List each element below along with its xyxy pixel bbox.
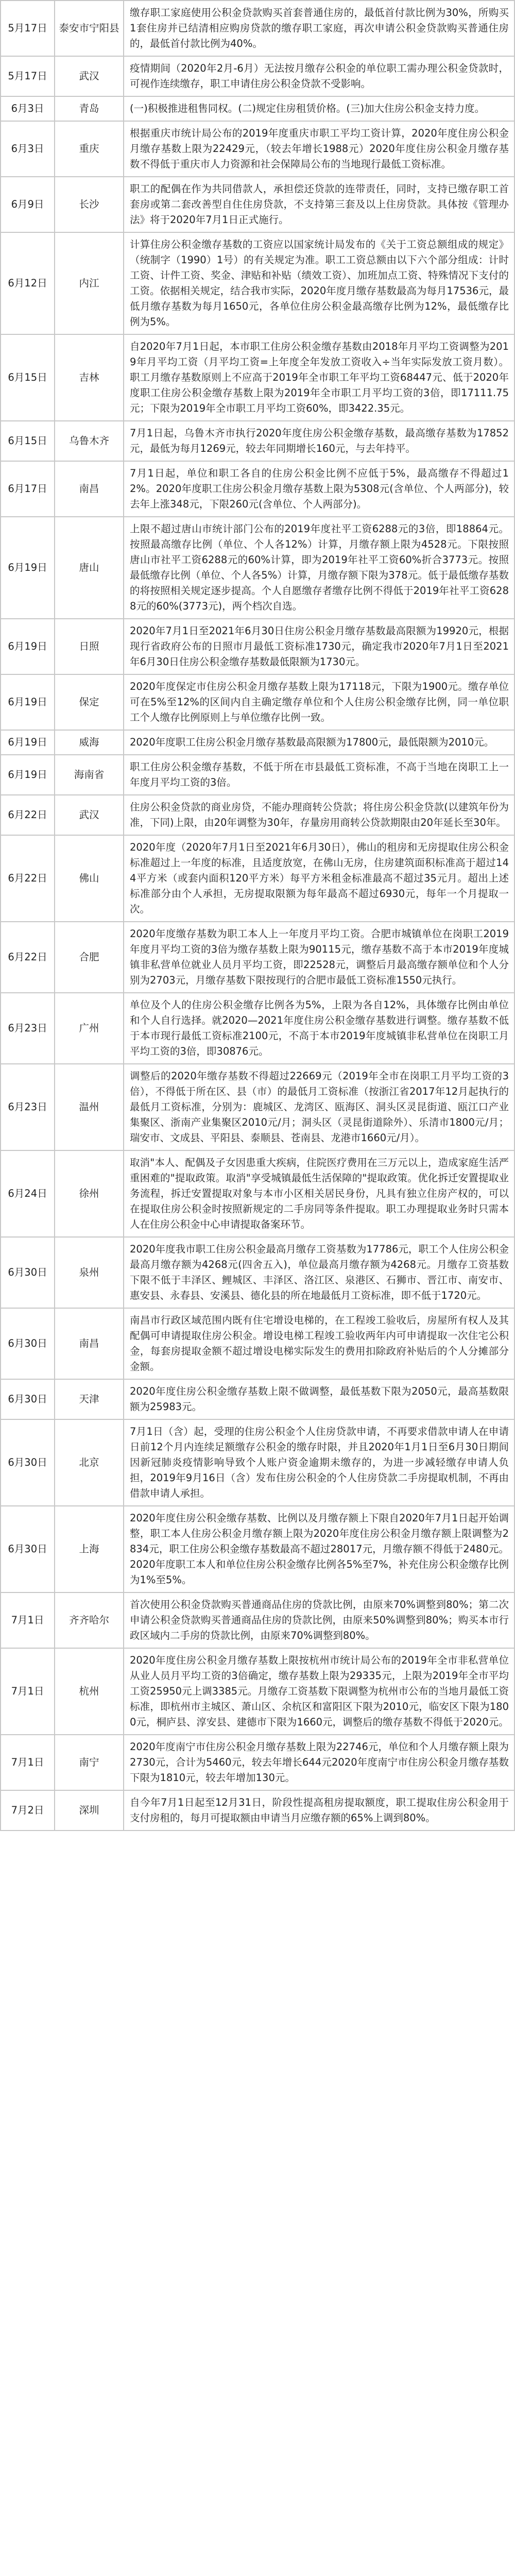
content-cell: 南昌市行政区域范围内既有住宅增设电梯的，在工程竣工验收后，房屋所有权人及其配偶可申请提取住房公积金。增设电梯工程竣工验收两年内可申请提取一次住宅公积金，每套房提取金额不超过增设电梯实际发生的费用扣除政府补贴后的个人分摊部分金额。 bbox=[124, 1308, 514, 1379]
city-cell: 广州 bbox=[55, 993, 124, 1064]
content-cell: 首次使用公积金贷款购买普通商品住房的贷款比例，由原来70%调整到80%；第二次申请公积金贷款购买普通商品住房的贷款比例，由原来50%调整到80%；购买本市行政区域内二手房的贷款比例，由原来70%调整到80%。 bbox=[124, 1592, 514, 1648]
date-cell: 6月23日 bbox=[1, 1064, 55, 1150]
table-row bbox=[1, 1308, 514, 1379]
table-row bbox=[1, 1790, 514, 1831]
date-cell: 6月19日 bbox=[1, 674, 55, 730]
city-cell: 保定 bbox=[55, 674, 124, 730]
table-row bbox=[1, 795, 514, 835]
table-row bbox=[1, 835, 514, 922]
date-cell: 6月9日 bbox=[1, 177, 55, 232]
table-row bbox=[1, 1735, 514, 1790]
city-cell: 海南省 bbox=[55, 755, 124, 795]
content-cell: 2020年度保定市住房公积金月缴存基数上限为17118元，下限为1900元。缴存单位可在5%至12%的区间内自主确定缴存单位和个人住房公积金缴存比例，同一单位职工个人缴存比例原则上与单位缴存比例一致。 bbox=[124, 674, 514, 730]
content-cell: 2020年度职工住房公积金月缴存基数最高限额为17800元，最低限额为2010元。 bbox=[124, 730, 514, 755]
date-cell: 6月30日 bbox=[1, 1237, 55, 1308]
city-cell: 青岛 bbox=[55, 96, 124, 121]
city-cell: 佛山 bbox=[55, 835, 124, 922]
table-row bbox=[1, 96, 514, 121]
table-row bbox=[1, 421, 514, 461]
date-cell: 6月30日 bbox=[1, 1308, 55, 1379]
date-cell: 6月19日 bbox=[1, 730, 55, 755]
content-cell: (一)积极推进租售同权。(二)规定住房租赁价格。(三)加大住房公积金支持力度。 bbox=[124, 96, 514, 121]
date-cell: 6月15日 bbox=[1, 334, 55, 421]
city-cell: 乌鲁木齐 bbox=[55, 421, 124, 461]
date-cell: 7月1日 bbox=[1, 1735, 55, 1790]
table-row bbox=[1, 121, 514, 177]
content-cell: 2020年度南宁市住房公积金月缴存基数上限为22746元，单位和个人月缴存额上限为2730元，合计为5460元，较去年增长644元2020年度南宁市住房公积金月缴存基数下限为1810元，较去年增加130元。 bbox=[124, 1735, 514, 1790]
date-cell: 6月24日 bbox=[1, 1150, 55, 1237]
table-row bbox=[1, 993, 514, 1064]
content-cell: 2020年度住房公积金月缴存基数上限按杭州市统计局公布的2019年全市非私营单位从业人员月平均工资的3倍确定，缴存基数上限为29335元，上限为2019年全市平均工资25950元上调3385元。月缴存工资基数下限调整为杭州市公布的当地月最低工资标准，即杭州市主城区、萧山区、余杭区和富阳区下限为2010元，临安区下限为1800元，桐庐县、淳安县、建德市下限为1660元，调整后的缴存基数不得低于2020元。 bbox=[124, 1648, 514, 1735]
date-cell: 5月17日 bbox=[1, 1, 55, 56]
content-cell: 疫情期间（2020年2月-6月）无法按月缴存公积金的单位职工需办理公积金贷款时，可视作连续缴存，职工申请住房公积金贷款不受影响。 bbox=[124, 56, 514, 96]
date-cell: 6月3日 bbox=[1, 96, 55, 121]
content-cell: 取消"本人、配偶及子女因患重大疾病，住院医疗费用在三万元以上，造成家庭生活严重困难的"提取政策。取消"享受城镇最低生活保障的"提取政策。优化拆迁安置提取业务流程，拆迁安置提取对象与本市小区相关居民身份，凡具有独立住房产权的，可以在提取住房公积金时按照新规定的二手房同等条件提取。职工办理提取业务时只需本人在住房公积金中心申请提取备案环节。 bbox=[124, 1150, 514, 1237]
city-cell: 深圳 bbox=[55, 1790, 124, 1831]
table-row bbox=[1, 177, 514, 232]
date-cell: 6月19日 bbox=[1, 755, 55, 795]
city-cell: 齐齐哈尔 bbox=[55, 1592, 124, 1648]
date-cell: 6月12日 bbox=[1, 232, 55, 334]
date-cell: 6月15日 bbox=[1, 421, 55, 461]
city-cell: 上海 bbox=[55, 1506, 124, 1592]
date-cell: 6月30日 bbox=[1, 1506, 55, 1592]
content-cell: 上限不超过唐山市统计部门公布的2019年度社平工资6288元的3倍，即18864元。按照最高缴存比例（单位、个人各12%）计算，月缴存额上限为4528元。下限按照唐山市社平工资6288元的60%计算，即为2019年社平工资60%折合3773元。按照最低缴存比例（单位、个人各5%）计算，月缴存额下限为378元。低于最低缴存基数的将按照相关规定逐步提高。个人自愿缴存者缴存比例不得低于2019年社平工资6288元的60%(3773元)，两个档次自选。 bbox=[124, 517, 514, 619]
table-row bbox=[1, 1592, 514, 1648]
table-row bbox=[1, 334, 514, 421]
table-row bbox=[1, 1506, 514, 1592]
city-cell: 吉林 bbox=[55, 334, 124, 421]
city-cell: 天津 bbox=[55, 1379, 124, 1419]
content-cell: 计算住房公积金缴存基数的工资应以国家统计局发布的《关于工资总额组成的规定》（统制字（1990）1号）的有关规定为准。职工工资总额由以下六个部分组成：计时工资、计件工资、奖金、津贴和补贴（绩效工资）、加班加点工资、特殊情况下支付的工资。依据相关规定，结合我市实际，2020年度月缴存基数最高为每月17536元，最低月缴存基数为每月1650元，各单位住房公积金最高缴存比例为12%，最低缴存比例为5%。 bbox=[124, 232, 514, 334]
date-cell: 6月30日 bbox=[1, 1379, 55, 1419]
table-row bbox=[1, 1419, 514, 1506]
city-cell: 威海 bbox=[55, 730, 124, 755]
city-cell: 合肥 bbox=[55, 922, 124, 993]
city-cell: 南昌 bbox=[55, 1308, 124, 1379]
content-cell: 7月1日（含）起，受理的住房公积金个人住房贷款申请，不再要求借款申请人在申请日前12个月内连续足额缴存公积金的缴存时限，并且2020年1月1日至6月30日期间因新冠肺炎疫情影响导致个人账户资金逾期未缴存的，为进一步减轻缴存申请人负担，2019年9月16日（含）发布住房公积金的个人住房贷款二手房提取机制，不再由借款申请人承担。 bbox=[124, 1419, 514, 1506]
content-cell: 调整后的2020年缴存基数不得超过22669元（2019年全市在岗职工月平均工资的3倍），不得低于所在区、县（市）的最低月工资标准（按浙江省2017年12月起执行的最低月工资标准，分别为：鹿城区、龙湾区、瓯海区、洞头区灵昆街道、瓯江口产业集聚区、浙南产业集聚区2010元/月；洞头区（灵昆街道除外）、乐清市1800元/月；瑞安市、文成县、平阳县、泰顺县、苍南县、龙港市1660元/月）。 bbox=[124, 1064, 514, 1150]
city-cell: 温州 bbox=[55, 1064, 124, 1150]
content-cell: 职工住房公积金缴存基数，不低于所在市县最低工资标准，不高于当地在岗职工上一年度月平均工资的3倍。 bbox=[124, 755, 514, 795]
table-row bbox=[1, 517, 514, 619]
city-cell: 南宁 bbox=[55, 1735, 124, 1790]
table-row bbox=[1, 1379, 514, 1419]
content-cell: 职工的配偶在作为共同借款人，承担偿还贷款的连带责任，同时，支持已缴存职工首套房或第二套改善型自住住房贷款，不支持第三套及以上住房贷款。具体按《管理办法》将于2020年7月1日正式施行。 bbox=[124, 177, 514, 232]
table-row bbox=[1, 1064, 514, 1150]
table-row bbox=[1, 730, 514, 755]
city-cell: 南昌 bbox=[55, 461, 124, 517]
city-cell: 重庆 bbox=[55, 121, 124, 177]
table-row bbox=[1, 1237, 514, 1308]
table-row bbox=[1, 674, 514, 730]
content-cell: 自2020年7月1日起，本市职工住房公积金缴存基数由2018年月平均工资调整为2019年月平均工资（月平均工资=上年度全年发放工资收入÷当年实际发放工资月数）。职工月缴存基数原则上不应高于2019年全市职工年平均工资68447元、低于2020年度职工住房公积金缴存基数上限为2019年全市职工月平均工资的3倍，即17111.75元；下限为2019年全市职工月平均工资60%，即3422.35元。 bbox=[124, 334, 514, 421]
city-cell: 长沙 bbox=[55, 177, 124, 232]
city-cell: 内江 bbox=[55, 232, 124, 334]
date-cell: 6月19日 bbox=[1, 619, 55, 674]
date-cell: 6月22日 bbox=[1, 795, 55, 835]
city-cell: 日照 bbox=[55, 619, 124, 674]
table-row bbox=[1, 619, 514, 674]
table-row bbox=[1, 1150, 514, 1237]
content-cell: 2020年度住房公积金缴存基数、比例以及月缴存额上下限自2020年7月1日起开始调整，职工本人住房公积金月缴存额上限为2020年度住房公积金月缴存额上限调整为2834元，职工住房公积金缴存基数最高不超过28017元，月缴存额不得低于2480元。2020年度职工本人和单位住房公积金缴存比例各5%至7%，补充住房公积金缴存比例为1%至5%。 bbox=[124, 1506, 514, 1592]
content-cell: 2020年7月1日至2021年6月30日住房公积金月缴存基数最高限额为19920元，根据现行省政府公布的日照市月最低工资标准1730元，确定我市2020年7月1日至2021年6月30日住房公积金缴存基数最低限额为1730元。 bbox=[124, 619, 514, 674]
city-cell: 徐州 bbox=[55, 1150, 124, 1237]
content-cell: 单位及个人的住房公积金缴存比例各为5%，上限为各自12%，具体缴存比例由单位和个人自行选择。就2020—2021年度住房公积金缴存基数进行调整。缴存基数不低于本市现行最低工资标准2100元，不高于本市2019年度城镇非私营单位在岗职工月平均工资的3倍，即30876元。 bbox=[124, 993, 514, 1064]
content-cell: 住房公积金贷款的商业房贷，不能办理商转公贷款；将住房公积金贷款(以建筑年份为准，下同)上限，由20年调整为30年，存量房用商转公贷款期限由20年延长至30年。 bbox=[124, 795, 514, 835]
date-cell: 7月1日 bbox=[1, 1648, 55, 1735]
table-row bbox=[1, 232, 514, 334]
table-row bbox=[1, 1648, 514, 1735]
table-row bbox=[1, 461, 514, 517]
table-row bbox=[1, 56, 514, 96]
date-cell: 6月19日 bbox=[1, 517, 55, 619]
content-cell: 2020年度我市职工住房公积金最高月缴存工资基数为17786元，职工个人住房公积金最高月缴存额为4268元(四舍五入)，单位最高月缴存额为4268元。月缴存工资基数下限不低于丰泽区、鲤城区、丰泽区、洛江区、泉港区、石狮市、晋江市、南安市、惠安县、永春县、安溪县、德化县的所在地最低月工资标准，即不低于1720元。 bbox=[124, 1237, 514, 1308]
city-cell: 唐山 bbox=[55, 517, 124, 619]
content-cell: 7月1日起，单位和职工各自的住房公积金比例不应低于5%，最高缴存不得超过12%。2020年度职工住房公积金月缴存基数上限为5308元(含单位、个人两部分)，较去年上涨348元，下限260元(含单位、个人两部分)。 bbox=[124, 461, 514, 517]
city-cell: 武汉 bbox=[55, 795, 124, 835]
content-cell: 自今年7月1日起至12月31日，阶段性提高租房提取额度，职工提取住房公积金用于支付房租的，每月可提取额由申请当月应缴存额的65%上调到80%。 bbox=[124, 1790, 514, 1831]
content-cell: 2020年度（2020年7月1日至2021年6月30日），佛山的租房和无房提取住房公积金标准超过上一年度的标准，且适度放宽，在佛山无房，住房建筑面积标准高于超过144平方米（或套内面积120平方米）每平方米租金标准最高不超过35元月。超出上述标准部分由个人承担，无房提取限额为每年最高不超过6930元，每年一个月提取一次。 bbox=[124, 835, 514, 922]
date-cell: 6月3日 bbox=[1, 121, 55, 177]
date-cell: 7月1日 bbox=[1, 1592, 55, 1648]
content-cell: 7月1日起，乌鲁木齐市执行2020年度住房公积金缴存基数，最高缴存基数为17852元，最低为每月1269元，较去年同期增长160元，与去年持平。 bbox=[124, 421, 514, 461]
table-row bbox=[1, 1, 514, 56]
content-cell: 2020年度住房公积金缴存基数上限不做调整，最低基数下限为2050元，最高基数限额为25983元。 bbox=[124, 1379, 514, 1419]
content-cell: 缴存职工家庭使用公积金贷款购买首套普通住房的，最低首付款比例为30%，所购买1套住房并已结清相应购房贷款的缴存职工家庭，再次申请公积金贷款购买普通住房的，最低首付款比例为40%。 bbox=[124, 1, 514, 56]
content-cell: 根据重庆市统计局公布的2019年度重庆市职工平均工资计算，2020年度住房公积金月缴存基数上限为22429元，（较去年增长1988元）2020年度住房公积金月缴存基数不得低于重庆市人力资源和社会保障局公布的当地现行最低工资标准。 bbox=[124, 121, 514, 177]
date-cell: 6月17日 bbox=[1, 461, 55, 517]
date-cell: 6月30日 bbox=[1, 1419, 55, 1506]
city-cell: 泰安市宁阳县 bbox=[55, 1, 124, 56]
table-row bbox=[1, 922, 514, 993]
date-cell: 6月22日 bbox=[1, 922, 55, 993]
content-cell: 2020年度缴存基数为职工本人上一年度月平均工资。合肥市城镇单位在岗职工2019年度月平均工资的3倍为缴存基数上限为90115元，缴存基数不高于本市2019年度城镇非私营单位就业人员月平均工资，即22528元，调整后月最高缴存额单位和个人分别为2703元，月缴存基数下限按现行的合肥市最低工资标准1550元执行。 bbox=[124, 922, 514, 993]
city-cell: 北京 bbox=[55, 1419, 124, 1506]
city-cell: 武汉 bbox=[55, 56, 124, 96]
date-cell: 6月23日 bbox=[1, 993, 55, 1064]
date-cell: 5月17日 bbox=[1, 56, 55, 96]
table-body bbox=[1, 1, 514, 1831]
date-cell: 7月2日 bbox=[1, 1790, 55, 1831]
date-cell: 6月22日 bbox=[1, 835, 55, 922]
table-row bbox=[1, 755, 514, 795]
city-cell: 泉州 bbox=[55, 1237, 124, 1308]
city-cell: 杭州 bbox=[55, 1648, 124, 1735]
